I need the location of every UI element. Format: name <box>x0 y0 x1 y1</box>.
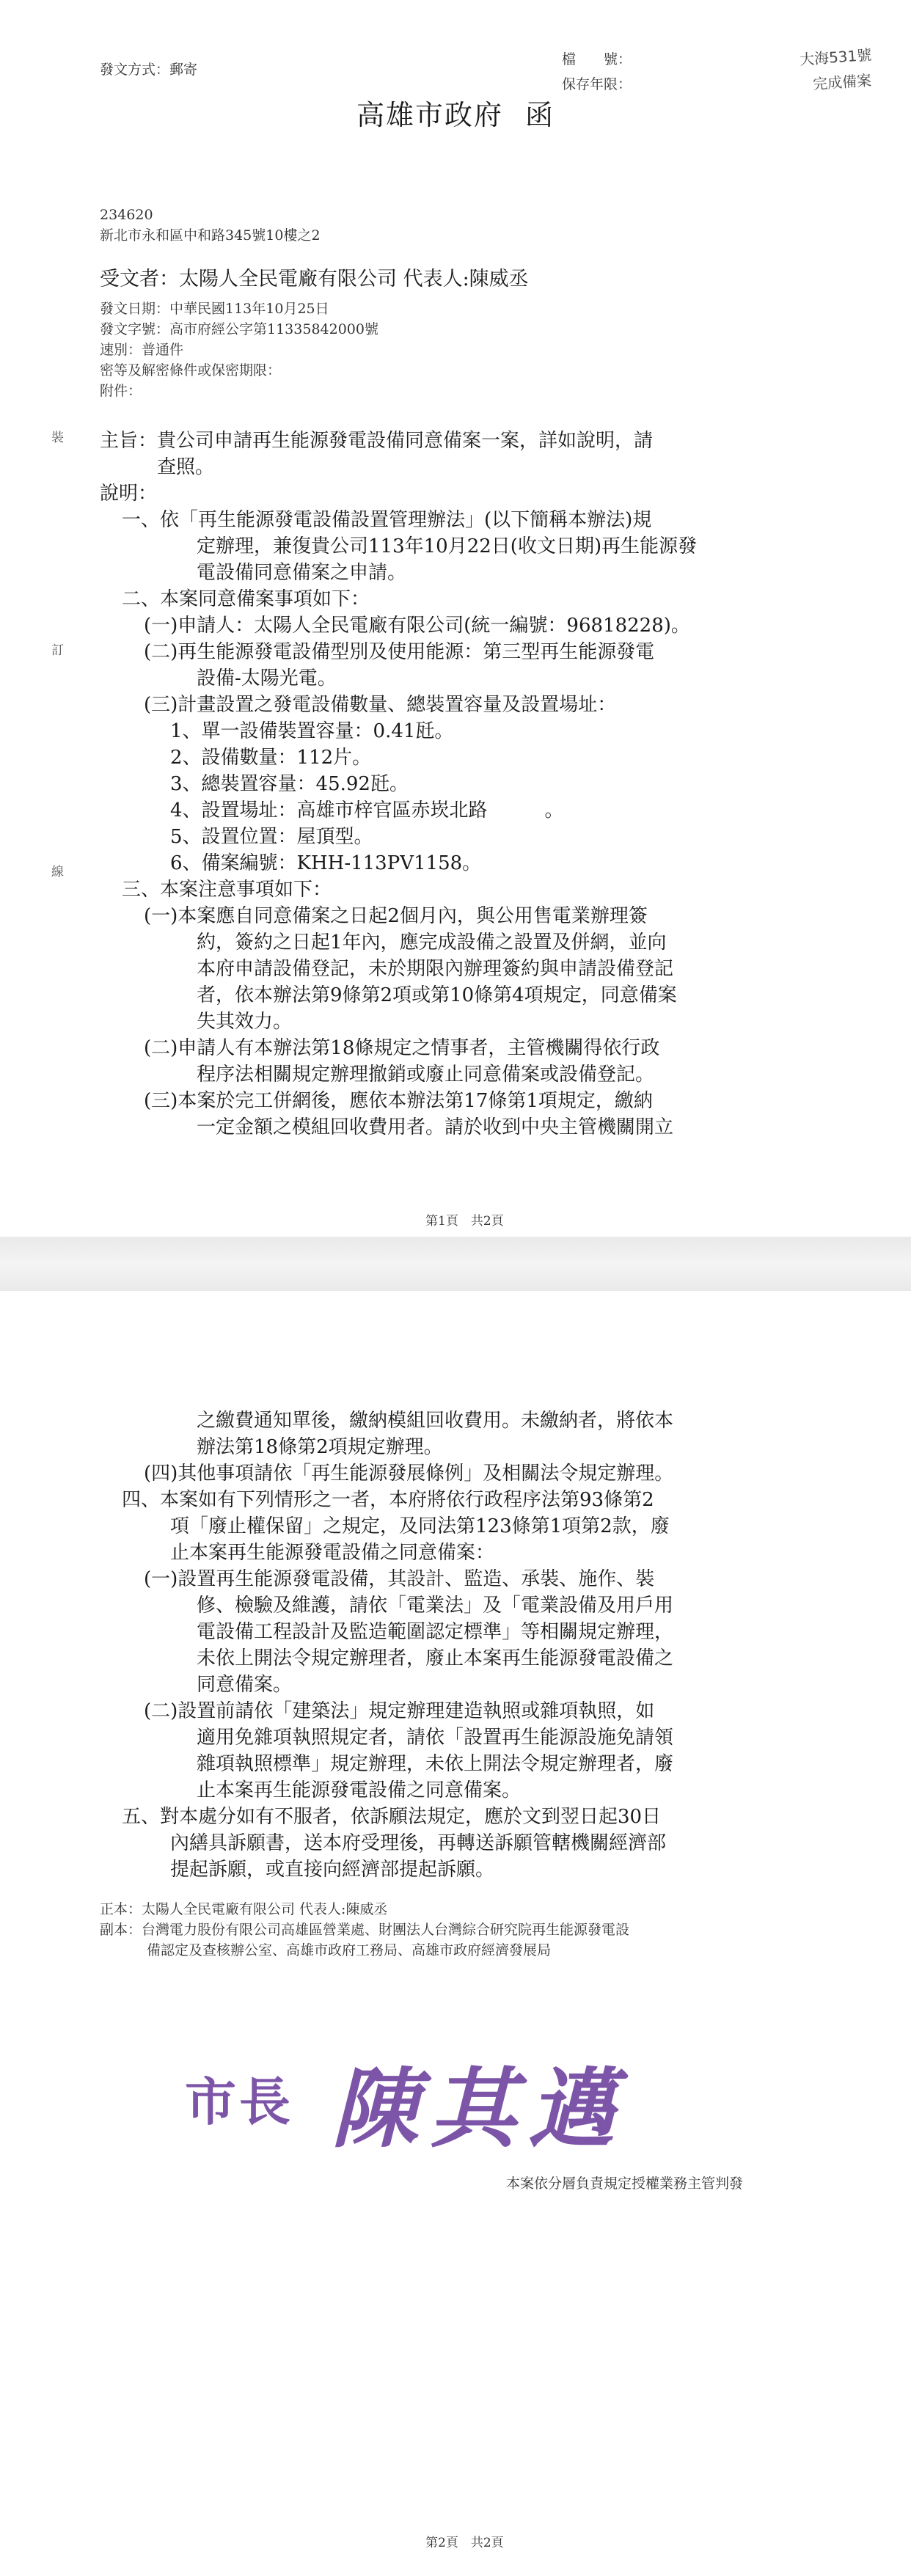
body-line: (一)申請人：太陽人全民電廠有限公司(統一編號：96818228)。 <box>144 615 690 637</box>
body-line: 一定金額之模組回收費用者。請於收到中央主管機關開立 <box>197 1116 674 1138</box>
body-line: 二、本案同意備案事項如下： <box>122 588 370 610</box>
send-method: 發文方式：郵寄 <box>100 62 198 78</box>
body-line: 6、備案編號：KHH-113PV1158。 <box>170 852 482 874</box>
body-line: 內繕具訴願書，送本府受理後，再轉送訴願管轄機關經濟部 <box>170 1832 667 1854</box>
body-line: 五、對本處分如有不服者，依訴願法規定，應於文到翌日起30日 <box>122 1806 662 1828</box>
body-line: 程序法相關規定辦理撤銷或廢止同意備案或設備登記。 <box>197 1064 655 1086</box>
file-number-label: 檔 號： <box>562 51 632 67</box>
binding-mark-xian: 線 <box>51 865 64 879</box>
page-number-2: 第2頁 共2頁 <box>425 2536 504 2550</box>
body-line: (四)其他事項請依「再生能源發展條例」及相關法令規定辦理。 <box>144 1463 674 1485</box>
copy-recipients-line-2: 備認定及查核辦公室、高雄市政府工務局、高雄市政府經濟發展局 <box>147 1942 552 1958</box>
body-line: 1、單一設備裝置容量：0.41瓩。 <box>170 720 454 742</box>
body-line: 辦法第18條第2項規定辦理。 <box>197 1436 443 1458</box>
retention-label: 保存年限： <box>562 76 632 92</box>
document-number: 發文字號：高市府經公字第11335842000號 <box>100 321 378 337</box>
body-line: 設備-太陽光電。 <box>197 667 337 689</box>
body-line: (一)本案應自同意備案之日起2個月內，與公用售電業辦理簽 <box>144 905 648 927</box>
body-line: 電設備同意備案之申請。 <box>197 562 407 584</box>
body-line: 3、總裝置容量：45.92瓩。 <box>170 773 409 795</box>
binding-mark-ding: 訂 <box>51 643 64 658</box>
body-line: 者，依本辦法第9條第2項或第10條第4項規定，同意備案 <box>197 984 677 1006</box>
body-line: 項「廢止權保留」之規定，及同法第123條第1項第2款，廢 <box>170 1515 670 1537</box>
body-line: (二)設置前請依「建築法」規定辦理建造執照或雜項執照，如 <box>144 1700 655 1722</box>
seal-name: 陳其邁 <box>332 2057 627 2159</box>
handwritten-note-1: 大海531號 <box>799 45 873 69</box>
original-recipient: 正本：太陽人全民電廠有限公司 代表人:陳威丞 <box>100 1901 388 1917</box>
body-line: 四、本案如有下列情形之一者，本府將依行政程序法第93條第2 <box>122 1489 654 1511</box>
body-line: 三、本案注意事項如下： <box>122 879 332 901</box>
body-line: 失其效力。 <box>197 1011 293 1033</box>
postcode: 234620 <box>100 207 153 223</box>
issue-date: 發文日期：中華民國113年10月25日 <box>100 301 329 317</box>
document-type-title: 函 <box>525 99 555 131</box>
page-separator <box>0 1237 911 1291</box>
subject-line-1: 主旨：貴公司申請再生能源發電設備同意備案一案，詳如說明，請 <box>100 430 654 452</box>
binding-mark-zhuang: 裝 <box>51 431 64 445</box>
speed-category: 速別：普通件 <box>100 342 184 358</box>
page-number-1: 第1頁 共2頁 <box>425 1214 504 1229</box>
body-line: 提起訴願，或直接向經濟部提起訴願。 <box>170 1859 495 1881</box>
body-line: 5、設置位置：屋頂型。 <box>170 826 373 848</box>
secrecy-level: 密等及解密條件或保密期限： <box>100 362 282 378</box>
handwritten-note-2: 完成備案 <box>812 71 872 93</box>
body-line: 電設備工程設計及監造範圍認定標準」等相關規定辦理， <box>197 1621 674 1643</box>
body-line: 之繳費通知單後，繳納模組回收費用。未繳納者，將依本 <box>197 1410 674 1432</box>
seal-title: 市長 <box>185 2071 293 2132</box>
body-line: 修、檢驗及維護，請依「電業法」及「電業設備及用戶用 <box>197 1595 674 1617</box>
body-line: 定辦理，兼復貴公司113年10月22日(收文日期)再生能源發 <box>197 535 698 557</box>
body-line: (三)計畫設置之發電設備數量、總裝置容量及設置場址： <box>144 694 617 716</box>
body-line: 未依上開法令規定辦理者，廢止本案再生能源發電設備之 <box>197 1647 674 1669</box>
body-line: 適用免雜項執照規定者，請依「設置再生能源設施免請領 <box>197 1727 674 1749</box>
body-line: 同意備案。 <box>197 1674 293 1696</box>
body-line: 雜項執照標準」規定辦理，未依上開法令規定辦理者，廢 <box>197 1753 674 1775</box>
document-org-title: 高雄市政府 <box>356 99 504 131</box>
delegation-note: 本案依分層負責規定授權業務主管判發 <box>506 2176 744 2192</box>
body-line: 本府申請設備登記，未於期限內辦理簽約與申請設備登記 <box>197 958 674 980</box>
mayor-signature-seal <box>185 2039 698 2159</box>
attachments: 附件： <box>100 383 142 399</box>
body-line: (二)再生能源發電設備型別及使用能源：第三型再生能源發電 <box>144 641 655 663</box>
page-1 <box>0 0 911 1237</box>
body-line: 約，簽約之日起1年內，應完成設備之設置及併網，並向 <box>197 932 667 954</box>
body-line: 止本案再生能源發電設備之同意備案。 <box>197 1779 522 1801</box>
recipient: 受文者：太陽人全民電廠有限公司 代表人:陳威丞 <box>100 268 529 290</box>
body-line: (二)申請人有本辦法第18條規定之情事者，主管機關得依行政 <box>144 1037 660 1059</box>
page-2 <box>0 1291 911 2576</box>
body-line: 一、依「再生能源發電設備設置管理辦法」(以下簡稱本辦法)規 <box>122 509 652 531</box>
recipient-address: 新北市永和區中和路345號10樓之2 <box>100 227 321 244</box>
body-line: 2、設備數量：112片。 <box>170 747 372 769</box>
body-line: (一)設置再生能源發電設備，其設計、監造、承裝、施作、裝 <box>144 1568 655 1590</box>
body-line: 4、設置場址：高雄市梓官區赤崁北路 。 <box>170 799 564 822</box>
subject-line-2: 查照。 <box>157 456 215 478</box>
explanation-label: 說明： <box>100 483 158 505</box>
body-line: (三)本案於完工併網後，應依本辦法第17條第1項規定，繳納 <box>144 1090 653 1112</box>
body-line: 止本案再生能源發電設備之同意備案： <box>170 1542 495 1564</box>
copy-recipients-line-1: 副本：台灣電力股份有限公司高雄區營業處、財團法人台灣綜合研究院再生能源發電設 <box>100 1922 630 1938</box>
